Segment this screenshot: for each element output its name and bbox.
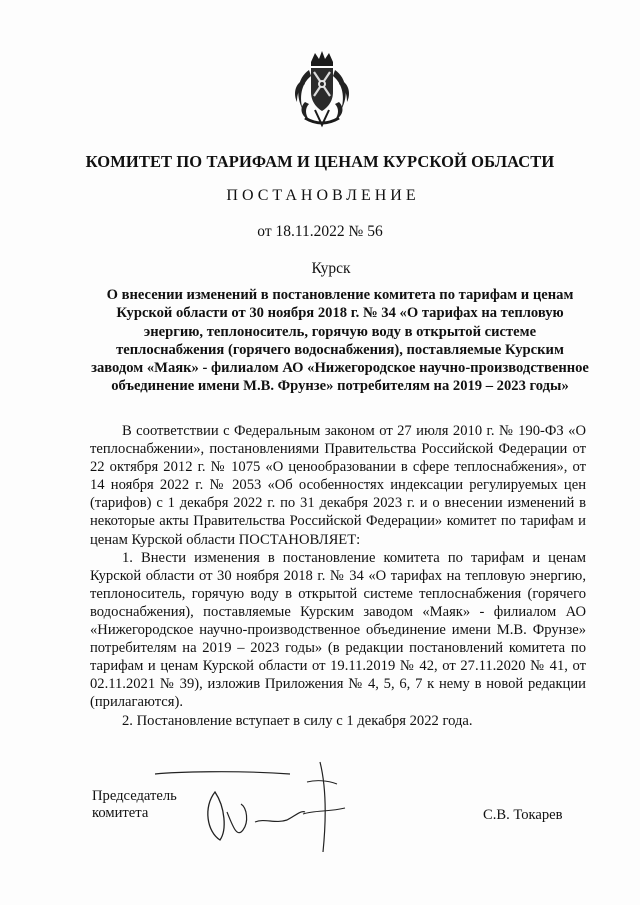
signatory-title-line-1: Председатель	[92, 788, 177, 804]
item-1-paragraph: 1. Внести изменения в постановление комитета по тарифам и ценам Курской области от 30 ноября 2018 г. № 34 «О тарифах на тепловую энергию, теплоноситель, горячую воду в открытой системе теплоснабжения (горячего водоснабжения), поставляемые Курским заводом «Маяк» - филиалом АО «Нижегородское научно-производственное объединение имени М.В. Фрунзе» потребителям на 2019 – 2023 годы» (в редакции постановлений комитета по тарифам и ценам Курской области от 19.11.2019 № 42, от 27.11.2020 № 41, от 02.11.2021 № 39), изложив Приложения № 4, 5, 6, 7 к нему в новой редакции (прилагаются).	[90, 549, 586, 711]
preamble-paragraph: В соответствии с Федеральным законом от 27 июля 2010 г. № 190-ФЗ «О теплоснабжении», постановлениями Правительства Российской Федерации от 22 октября 2012 г. № 1075 «О ценообразовании в сфере теплоснабжения», от 14 ноября 2022 г. № 2053 «Об особенностях индексации регулируемых цен (тарифов) с 1 декабря 2022 г. по 31 декабря 2023 г. и о внесении изменений в некоторые акты Правительства Российской Федерации» комитет по тарифам и ценам Курской области ПОСТАНОВЛЯЕТ:	[90, 423, 586, 548]
signatory-name: С.В. Токарев	[483, 807, 563, 823]
document-city: Курск	[311, 260, 351, 277]
handwritten-signature	[115, 752, 365, 862]
document-type: ПОСТАНОВЛЕНИЕ	[226, 187, 420, 204]
document-subject: О внесении изменений в постановление комитета по тарифам и ценам Курской области от 30 ноября 2018 г. № 34 «О тарифах на тепловую энергию, теплоноситель, горячую воду в открытой системе теплоснабжения (горячего водоснабжения), поставляемые Курским заводом «Маяк» - филиалом АО «Нижегородское научно-производственное объединение имени М.В. Фрунзе» потребителям на 2019 – 2023 годы»	[91, 287, 589, 395]
document-body	[90, 422, 586, 730]
coat-of-arms-emblem	[289, 48, 355, 128]
committee-name: КОМИТЕТ ПО ТАРИФАМ И ЦЕНАМ КУРСКОЙ ОБЛАСТИ	[85, 152, 555, 171]
item-2-paragraph: 2. Постановление вступает в силу с 1 декабря 2022 года.	[122, 712, 473, 729]
document-date-number: от 18.11.2022 № 56	[257, 223, 383, 240]
signatory-title-line-2: комитета	[92, 805, 149, 821]
